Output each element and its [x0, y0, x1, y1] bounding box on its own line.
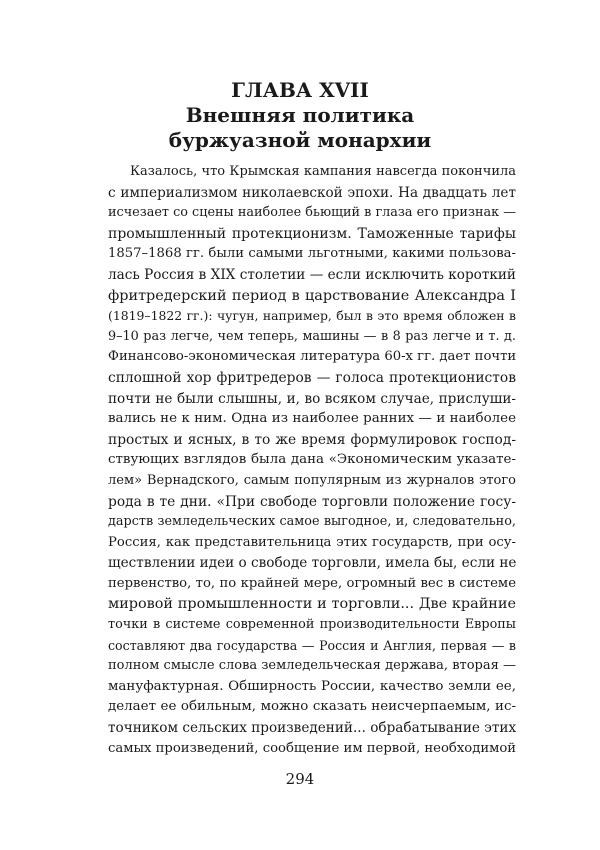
text-line: рода в те дни. «При свободе торговли положение госу- — [108, 493, 516, 510]
text-line: сплошной хор фритредеров — голоса протекционистов — [108, 369, 516, 386]
text-line: исчезает со сцены наиболее бьющий в глаза его признак — — [108, 205, 516, 221]
text-line: с империализмом николаевской эпохи. На двадцать лет — [108, 184, 516, 201]
text-line: фритредерский период в царствование Александра I — [108, 287, 516, 304]
text-line: делает ее обильным, можно сказать неисчерпаемым, ис- — [108, 699, 516, 715]
text-line: простых и ясных, в то же время формулировок господ- — [108, 431, 516, 448]
text-line: дарств земледельческих самое выгодное, и, следовательно, — [108, 514, 516, 530]
chapter-title-line-1: Внешняя политика — [185, 103, 415, 127]
page-number: 294 — [285, 770, 315, 788]
text-line: составляют два государства — Россия и Англия, первая — в — [108, 637, 516, 653]
text-line: первенство, то, по крайней мере, огромный вес в системе — [108, 575, 516, 591]
body-text — [108, 162, 516, 759]
text-line: 9–10 раз легче, чем теперь, машины — в 8 раз легче и т. д. — [108, 328, 516, 344]
text-line: Россия, как представительница этих государств, при осу- — [108, 534, 516, 550]
text-line: точки в системе современной производительности Европы — [108, 617, 516, 633]
chapter-title-line-2: буржуазной монархии — [168, 128, 432, 152]
text-line: ствующих взглядов была дана «Экономическим указате- — [108, 452, 516, 468]
text-line: мануфактурная. Обширность России, качество земли ее, — [108, 678, 516, 694]
chapter-number: ГЛАВА XVII — [231, 78, 369, 102]
text-line: ществлении идеи о свободе торговли, имела бы, если не — [108, 555, 517, 572]
text-line: Финансово-экономическая литература 60-х гг. дает почти — [108, 349, 517, 365]
text-line: (1819–1822 гг.): чугун, например, был в это время обложен в — [108, 308, 516, 324]
text-line: точником сельских произведений... обрабатывание этих — [108, 720, 517, 737]
text-line: вались не к ним. Одна из наиболее ранних — и наиболее — [108, 411, 516, 427]
text-line: лась Россия в XIX столетии — если исключить короткий — [108, 266, 516, 283]
text-line: самых произведений, сообщение им первой, необходимой — [108, 740, 517, 756]
text-line: 1857–1868 гг. были самыми льготными, какими пользова- — [108, 246, 516, 262]
text-line: промышленный протекционизм. Таможенные тарифы — [108, 225, 516, 242]
text-line: почти не были слышны, и, во всяком случае, прислуши- — [108, 390, 516, 407]
chapter-heading — [0, 78, 600, 153]
text-line: лем» Вернадского, самым популярным из журналов этого — [108, 472, 516, 488]
text-line: Казалось, что Крымская кампания навсегда покончила — [130, 164, 516, 179]
text-line: мировой промышленности и торговли... Две крайние — [108, 596, 516, 613]
text-line: полном смысле слова земледельческая держава, вторая — — [108, 658, 516, 674]
